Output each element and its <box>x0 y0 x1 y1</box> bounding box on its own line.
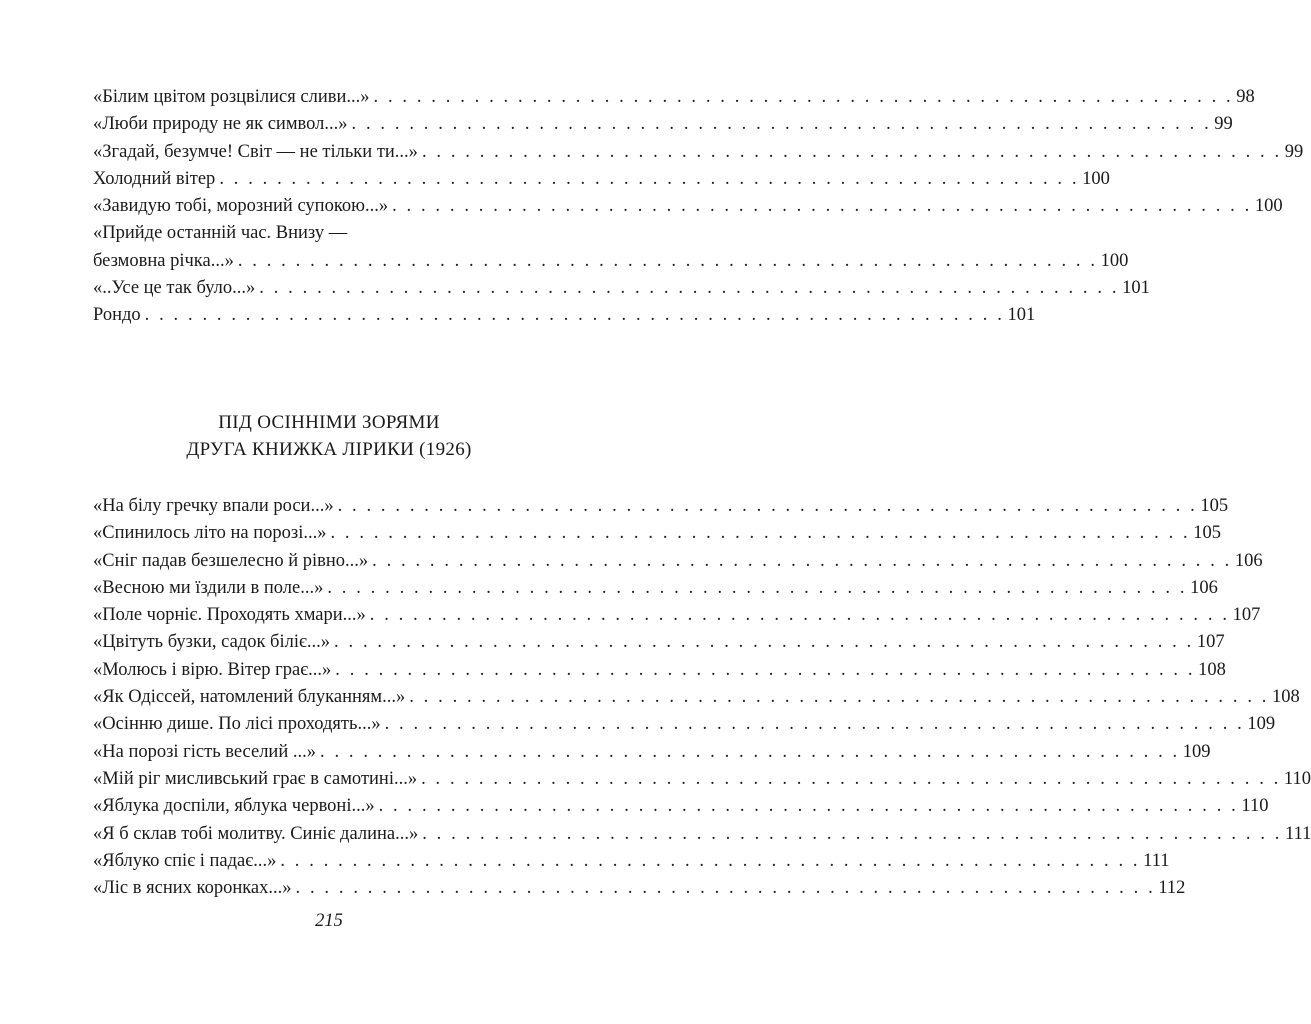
toc-entry <box>93 848 1170 875</box>
toc-entry-page: 105 <box>1200 496 1229 516</box>
section-subtitle: ДРУГА КНИЖКА ЛІРИКИ (1926) <box>186 439 472 460</box>
toc-entry-title: «Ліс в ясних коронках...» <box>93 878 292 899</box>
toc-entry-page: 108 <box>1272 687 1300 708</box>
dot-leader: . . . . . . . . . . . . . . . . . . . . . . . . . . . . . . . . . . . . . . . . . . . . . . . . . . . . . . . . . . . . <box>259 278 1120 299</box>
toc-entry-page: 107 <box>1232 605 1261 626</box>
toc-entry <box>93 575 1218 602</box>
toc-entry-title-line1: «Прийде останній час. Внизу — <box>93 223 348 244</box>
page-number: 215 <box>315 911 343 931</box>
toc-entry-wrapped-line <box>93 220 547 247</box>
toc-entry <box>93 875 1186 902</box>
toc-entry <box>93 793 1269 820</box>
toc-entry <box>93 111 1233 138</box>
dot-leader: . . . . . . . . . . . . . . . . . . . . . . . . . . . . . . . . . . . . . . . . . . . . . . . . . . . . . . . . . . . . <box>422 823 1282 844</box>
toc-entry-title: «Яблуко спіє і падає...» <box>93 850 277 871</box>
dot-leader: . . . . . . . . . . . . . . . . . . . . . . . . . . . . . . . . . . . . . . . . . . . . . . . . . . . . . . . . . . . . <box>237 250 1098 271</box>
dot-leader: . . . . . . . . . . . . . . . . . . . . . . . . . . . . . . . . . . . . . . . . . . . . . . . . . . . . . . . . . . . . <box>280 850 1141 871</box>
toc-entry-title: безмовна річка...» <box>93 250 234 271</box>
toc-entry <box>93 166 1110 193</box>
toc-entry-title: «Поле чорніє. Проходять хмари...» <box>93 605 366 626</box>
toc-entry <box>93 520 1221 547</box>
toc-entry-title: «Мій ріг мисливський грає в самотині...» <box>93 768 418 789</box>
toc-list-bottom <box>93 493 1311 902</box>
dot-leader: . . . . . . . . . . . . . . . . . . . . . . . . . . . . . . . . . . . . . . . . . . . . . . . . . . . . . . . . . . . . <box>378 796 1239 817</box>
toc-entry-page: 110 <box>1241 796 1269 817</box>
toc-entry <box>93 275 1150 302</box>
toc-entry-title: «Як Одіссей, натомлений блуканням...» <box>93 687 406 708</box>
toc-entry-title: «Сніг падав безшелесно й рівно...» <box>93 550 369 571</box>
toc-entry <box>93 139 1304 166</box>
toc-entry-title: «Осінню дише. По лісі проходять...» <box>93 714 381 735</box>
toc-entry <box>93 302 1036 329</box>
toc-entry <box>93 766 1311 793</box>
toc-entry-page: 109 <box>1247 714 1276 735</box>
toc-entry <box>93 193 1283 220</box>
dot-leader: . . . . . . . . . . . . . . . . . . . . . . . . . . . . . . . . . . . . . . . . . . . . . . . . . . . . . . . . . . . . <box>392 196 1252 217</box>
toc-entry-page: 109 <box>1182 741 1211 762</box>
toc-entry-title: «Спинилось літо на порозі...» <box>93 523 327 544</box>
toc-entry-page: 108 <box>1198 659 1226 680</box>
toc-entry-title: «Я б склав тобі молитву. Синіє далина...» <box>93 823 419 844</box>
toc-entry-page: 100 <box>1082 168 1110 189</box>
section-heading <box>0 409 658 463</box>
dot-leader: . . . . . . . . . . . . . . . . . . . . . . . . . . . . . . . . . . . . . . . . . . . . . . . . . . . . . . . . . . . . <box>409 687 1270 708</box>
toc-entry <box>93 602 1261 629</box>
dot-leader: . . . . . . . . . . . . . . . . . . . . . . . . . . . . . . . . . . . . . . . . . . . . . . . . . . . . . . . . . . . . <box>384 714 1245 735</box>
toc-entry-page: 110 <box>1283 768 1311 789</box>
toc-entry <box>93 548 1263 575</box>
dot-leader: . . . . . . . . . . . . . . . . . . . . . . . . . . . . . . . . . . . . . . . . . . . . . . . . . . . . . . . . . . . . <box>421 141 1282 162</box>
toc-entry-page: 107 <box>1196 632 1225 653</box>
toc-entry-page: 105 <box>1193 523 1221 544</box>
dot-leader: . . . . . . . . . . . . . . . . . . . . . . . . . . . . . . . . . . . . . . . . . . . . . . . . . . . . . . . . . . . . <box>144 305 1005 326</box>
toc-entry-title: «Цвітуть бузки, садок біліє...» <box>93 632 331 653</box>
toc-entry <box>93 684 1300 711</box>
dot-leader: . . . . . . . . . . . . . . . . . . . . . . . . . . . . . . . . . . . . . . . . . . . . . . . . . . . . . . . . . . . . <box>330 523 1191 544</box>
toc-entry <box>93 84 1255 111</box>
toc-entry-page: 98 <box>1236 87 1255 107</box>
dot-leader: . . . . . . . . . . . . . . . . . . . . . . . . . . . . . . . . . . . . . . . . . . . . . . . . . . . . . . . . . . . . <box>421 768 1281 789</box>
toc-entry-page: 106 <box>1190 577 1218 598</box>
dot-leader: . . . . . . . . . . . . . . . . . . . . . . . . . . . . . . . . . . . . . . . . . . . . . . . . . . . . . . . . . . . . <box>351 114 1212 135</box>
toc-entry <box>93 739 1211 766</box>
toc-entry <box>93 629 1225 656</box>
toc-entry-title: «..Усе це так було...» <box>93 278 256 299</box>
toc-entry-page: 100 <box>1254 196 1283 217</box>
toc-entry-title: «Білим цвітом розцвілися сливи...» <box>93 87 370 107</box>
dot-leader: . . . . . . . . . . . . . . . . . . . . . . . . . . . . . . . . . . . . . . . . . . . . . . . . . . . . . . . . . . . . <box>320 741 1180 762</box>
toc-entry-page: 100 <box>1100 250 1129 271</box>
section-title: ПІД ОСІННІМИ ЗОРЯМИ <box>218 412 440 433</box>
toc-entry-title: Холодний вітер <box>93 168 216 189</box>
toc-entry-page: 99 <box>1284 141 1304 162</box>
dot-leader: . . . . . . . . . . . . . . . . . . . . . . . . . . . . . . . . . . . . . . . . . . . . . . . . . . . . . . . . . . . . <box>337 496 1198 516</box>
toc-entry-title: «На білу гречку впали роси...» <box>93 496 334 516</box>
toc-list-top <box>93 84 1304 330</box>
toc-entry-title: Рондо <box>93 305 141 326</box>
toc-entry-page: 101 <box>1122 278 1150 299</box>
toc-entry-page: 111 <box>1143 850 1170 871</box>
toc-entry-title: «Яблука доспіли, яблука червоні...» <box>93 796 375 817</box>
toc-entry-title: «Завидую тобі, морозний супокою...» <box>93 196 389 217</box>
dot-leader: . . . . . . . . . . . . . . . . . . . . . . . . . . . . . . . . . . . . . . . . . . . . . . . . . . . . . . . . . . . . <box>335 659 1196 680</box>
toc-entry-page: 99 <box>1214 114 1233 135</box>
dot-leader: . . . . . . . . . . . . . . . . . . . . . . . . . . . . . . . . . . . . . . . . . . . . . . . . . . . . . . . . . . . . <box>334 632 1194 653</box>
dot-leader: . . . . . . . . . . . . . . . . . . . . . . . . . . . . . . . . . . . . . . . . . . . . . . . . . . . . . . . . . . . . <box>369 605 1230 626</box>
toc-entry-title: «Весною ми їздили в поле...» <box>93 577 324 598</box>
toc-entry <box>93 821 1311 848</box>
dot-leader: . . . . . . . . . . . . . . . . . . . . . . . . . . . . . . . . . . . . . . . . . . . . . . . . . . . . . . . . . . . . <box>295 878 1156 899</box>
toc-entry-page: 111 <box>1285 823 1311 844</box>
toc-entry-page: 101 <box>1007 305 1036 326</box>
toc-entry-page: 112 <box>1158 878 1186 899</box>
toc-entry-title: «На порозі гість веселий ...» <box>93 741 316 762</box>
toc-entry <box>93 711 1276 738</box>
toc-entry <box>93 248 1129 275</box>
toc-entry-title: «Люби природу не як символ...» <box>93 114 348 135</box>
dot-leader: . . . . . . . . . . . . . . . . . . . . . . . . . . . . . . . . . . . . . . . . . . . . . . . . . . . . . . . . . . . . <box>372 550 1232 571</box>
toc-entry <box>93 493 1229 520</box>
toc-entry-title: «Згадай, безумче! Світ — не тільки ти...» <box>93 141 418 162</box>
toc-entry <box>93 657 1226 684</box>
toc-entry-page: 106 <box>1234 550 1263 571</box>
dot-leader: . . . . . . . . . . . . . . . . . . . . . . . . . . . . . . . . . . . . . . . . . . . . . . . . . . . . . . . . . . . . <box>327 577 1188 598</box>
toc-entry-title: «Молюсь і вірю. Вітер грає...» <box>93 659 332 680</box>
dot-leader: . . . . . . . . . . . . . . . . . . . . . . . . . . . . . . . . . . . . . . . . . . . . . . . . . . . . . . . . . . . . <box>373 87 1234 107</box>
dot-leader: . . . . . . . . . . . . . . . . . . . . . . . . . . . . . . . . . . . . . . . . . . . . . . . . . . . . . . . . . . . . <box>219 168 1080 189</box>
